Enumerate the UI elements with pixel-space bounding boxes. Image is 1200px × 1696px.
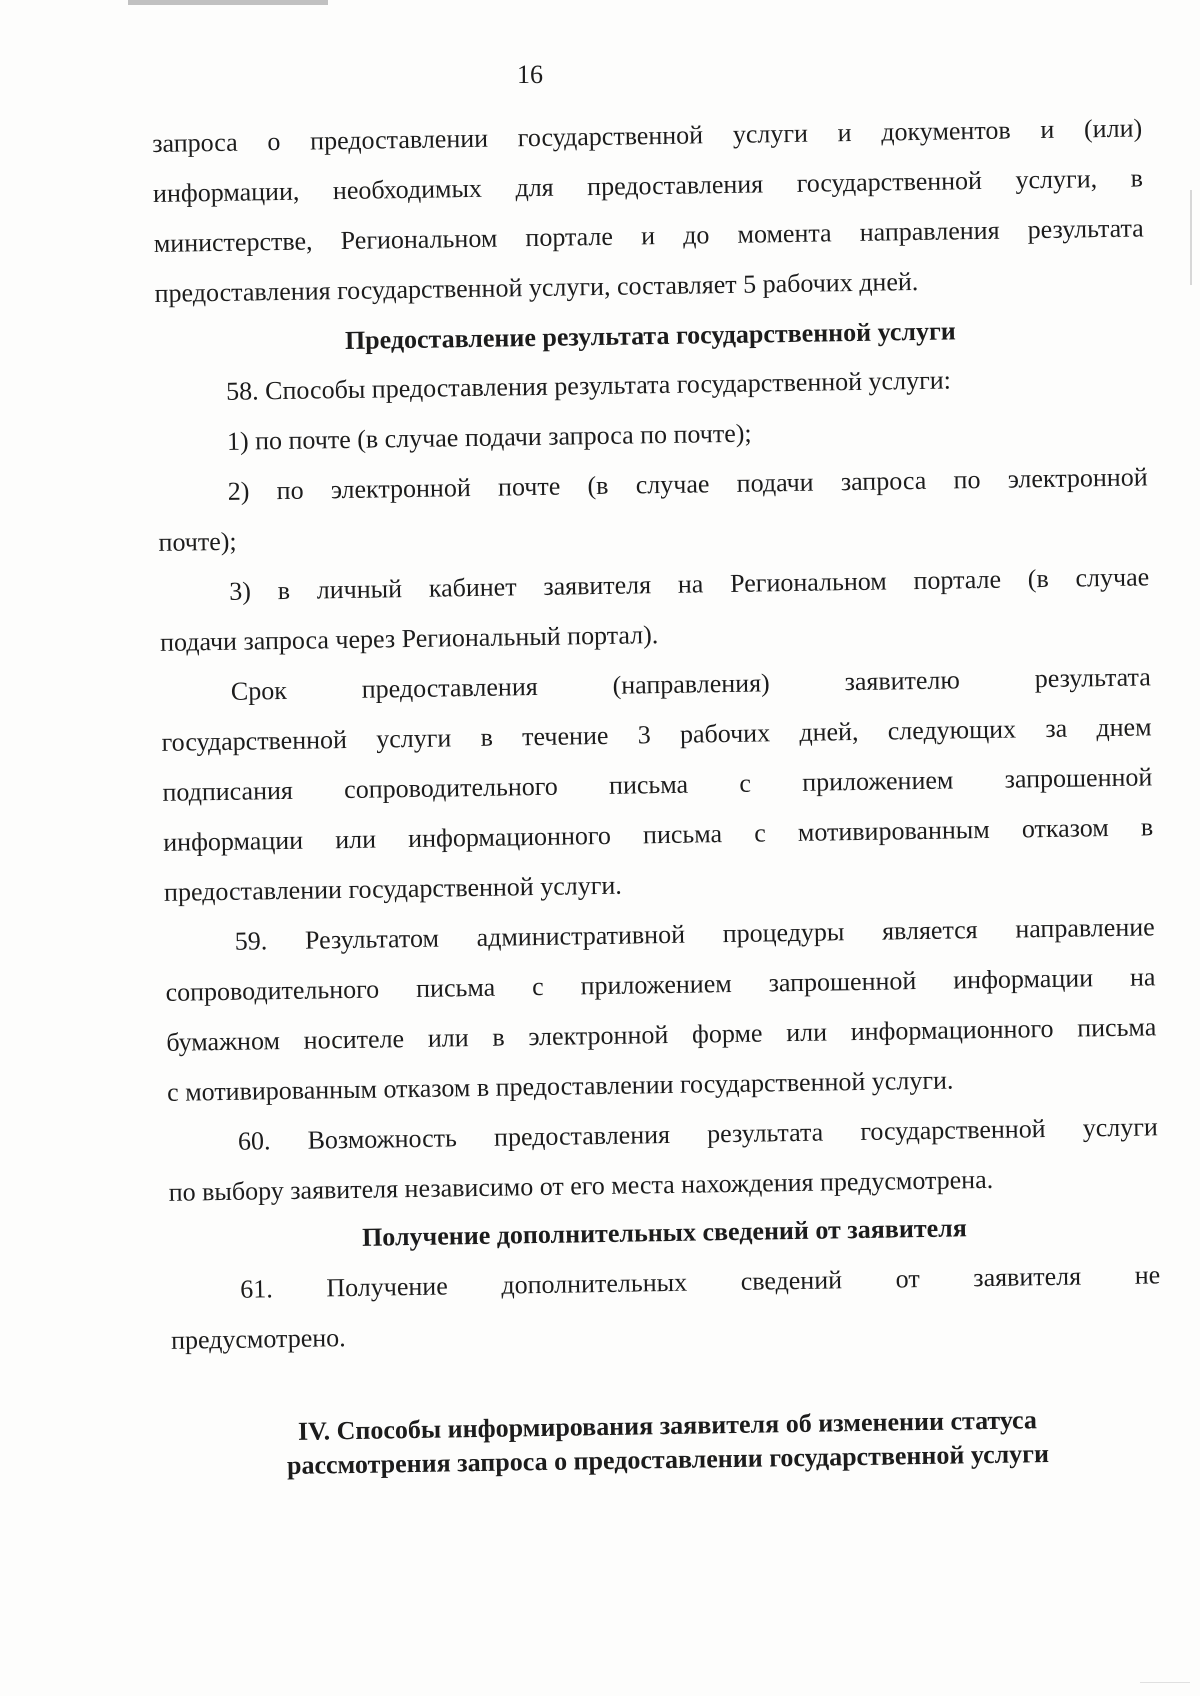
text-line: 2) по электронной почте (в случае подачи запроса по электронной (227, 462, 1148, 506)
section-heading: Предоставление результата государственной услуги (344, 316, 956, 355)
section-heading: Получение дополнительных сведений от заявителя (361, 1213, 968, 1252)
text-line: государственной услуги в течение 3 рабочих дней, следующих за днем (161, 712, 1152, 757)
text-line: предусмотрено. (170, 1323, 346, 1355)
chapter-heading-line-1: IV. Способы информирования заявителя об изменении статуса (297, 1405, 1038, 1446)
text-line: запроса о предоставлении государственной услуги и документов и (или) (152, 113, 1143, 158)
text-line: 61. Получение дополнительных сведений от заявителя не (240, 1260, 1161, 1304)
page-number: 16 (517, 60, 543, 89)
text-line: Срок предоставления (направления) заявителю результата (230, 662, 1151, 706)
scan-artifact-edge (1190, 190, 1192, 285)
text-line: 3) в личный кабинет заявителя на Региональном портале (в случае (229, 562, 1150, 606)
text-line: 58. Способы предоставления результата государственной услуги: (225, 365, 952, 406)
text-line: 1) по почте (в случае подачи запроса по почте); (226, 418, 752, 456)
text-line: подачи запроса через Региональный портал). (159, 620, 659, 657)
text-line: бумажном носителе или в электронной форме или информационного письма (166, 1012, 1157, 1057)
text-line: 59. Результатом административной процедуры является направление (234, 912, 1155, 956)
text-line: сопроводительного письма с приложением запрошенной информации на (165, 962, 1156, 1007)
text-line: по выбору заявителя независимо от его места нахождения предусмотрена. (168, 1164, 994, 1207)
chapter-heading-line-2: рассмотрения запроса о предоставлении государственной услуги (286, 1439, 1050, 1481)
text-line: предоставления государственной услуги, составляет 5 рабочих дней. (154, 266, 919, 308)
text-line: информации или информационного письма с мотивированным отказом в (163, 812, 1154, 857)
text-line: министерстве, Региональном портале и до момента направления результата (153, 213, 1144, 258)
text-line: с мотивированным отказом в предоставлении государственной услуги. (166, 1065, 954, 1107)
text-line: предоставлении государственной услуги. (163, 870, 623, 907)
text-line: почте); (158, 526, 237, 557)
text-line: 60. Возможность предоставления результата государственной услуги (237, 1112, 1159, 1156)
text-line: подписания сопроводительного письма с приложением запрошенной (162, 762, 1153, 807)
scan-artifact-top (128, 0, 328, 5)
scan-artifact-bottom (1140, 1682, 1190, 1683)
text-line: информации, необходимых для предоставления государственной услуги, в (152, 163, 1144, 208)
